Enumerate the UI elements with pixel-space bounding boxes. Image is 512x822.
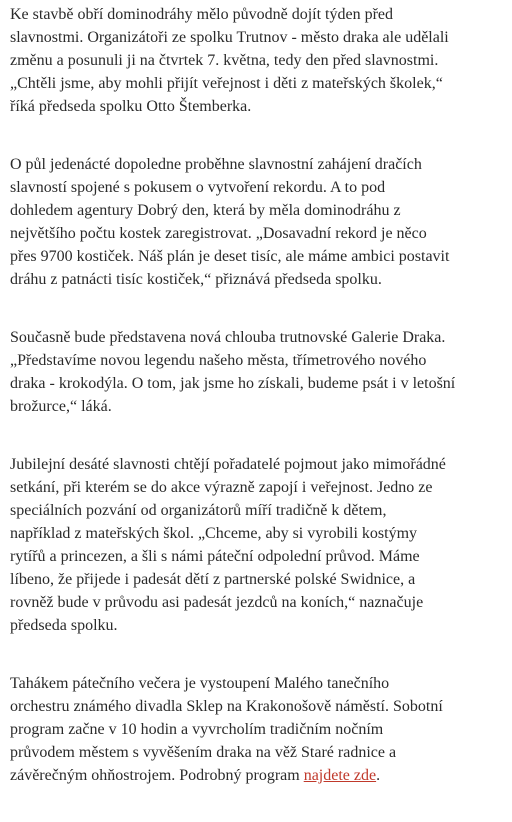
- text-line: líbeno, že přijede i padesát dětí z partnerské polské Swidnice, a: [10, 571, 416, 588]
- text-line: program začne v 10 hodin a vyvrcholím tradičním nočním: [10, 721, 384, 738]
- text-line: říká předseda spolku Otto Štemberka.: [10, 98, 252, 115]
- paragraph-4: [10, 453, 508, 637]
- text-line: například z mateřských škol. „Chceme, aby si vyrobili kostýmy: [10, 525, 418, 542]
- article-body: [10, 3, 508, 822]
- text-line: změnu a posunuli ji na čtvrtek 7. května, tedy den před slavnostmi.: [10, 52, 439, 69]
- text-line: draka - krokodýla. O tom, jak jsme ho získali, budeme psát i v letošní: [10, 375, 456, 392]
- text-line: rovněž bude v průvodu asi padesát jezdců na koních,“ naznačuje: [10, 594, 424, 611]
- text-line: O půl jedenácté dopoledne proběhne slavnostní zahájení dračích: [10, 156, 422, 173]
- paragraph-1: [10, 3, 508, 118]
- text-line: dráhu z patnácti tisíc kostiček,“ přiznává předseda spolku.: [10, 271, 382, 288]
- text-line: Jubilejní desáté slavnosti chtějí pořadatelé pojmout jako mimořádné: [10, 456, 446, 473]
- text-line: Ke stavbě obří dominodráhy mělo původně dojít týden před: [10, 6, 394, 23]
- text-line: Tahákem pátečního večera je vystoupení Malého tanečního: [10, 675, 390, 692]
- text-line: setkání, při kterém se do akce výrazně zapojí i veřejnost. Jedno ze: [10, 479, 433, 496]
- paragraph-3: [10, 326, 508, 418]
- text-segment: .: [376, 767, 381, 784]
- text-line: „Chtěli jsme, aby mohli přijít veřejnost i děti z mateřských školek,“: [10, 75, 443, 92]
- text-line: přes 9700 kostiček. Náš plán je deset tisíc, ale máme ambici postavit: [10, 248, 450, 265]
- paragraph-2: [10, 153, 508, 291]
- text-line: průvodem městem s vyvěšením draka na věž Staré radnice a: [10, 744, 397, 761]
- text-line: předseda spolku.: [10, 617, 118, 634]
- text-line: [10, 764, 508, 787]
- text-line: speciálních pozvání od organizátorů míří tradičně k dětem,: [10, 502, 387, 519]
- program-link[interactable]: najdete zde: [303, 767, 377, 784]
- text-segment: závěrečným ohňostrojem. Podrobný program: [10, 767, 304, 784]
- text-line: dohledem agentury Dobrý den, která by měla dominodráhu z: [10, 202, 401, 219]
- text-line: slavností spojené s pokusem o vytvoření rekordu. A to pod: [10, 179, 386, 196]
- text-line: Současně bude představena nová chlouba trutnovské Galerie Draka.: [10, 329, 446, 346]
- text-line: brožurce,“ láká.: [10, 398, 112, 415]
- text-line: největšího počtu kostek zaregistrovat. „Dosavadní rekord je něco: [10, 225, 427, 242]
- text-line: „Představíme novou legendu našeho města, třímetrového nového: [10, 352, 427, 369]
- text-line: orchestru známého divadla Sklep na Krakonošově náměstí. Sobotní: [10, 698, 443, 715]
- text-line: slavnostmi. Organizátoři ze spolku Trutnov - město draka ale udělali: [10, 29, 449, 46]
- paragraph-5: [10, 672, 508, 787]
- text-line: rytířů a princezen, a šli s námi páteční odpolední průvod. Máme: [10, 548, 420, 565]
